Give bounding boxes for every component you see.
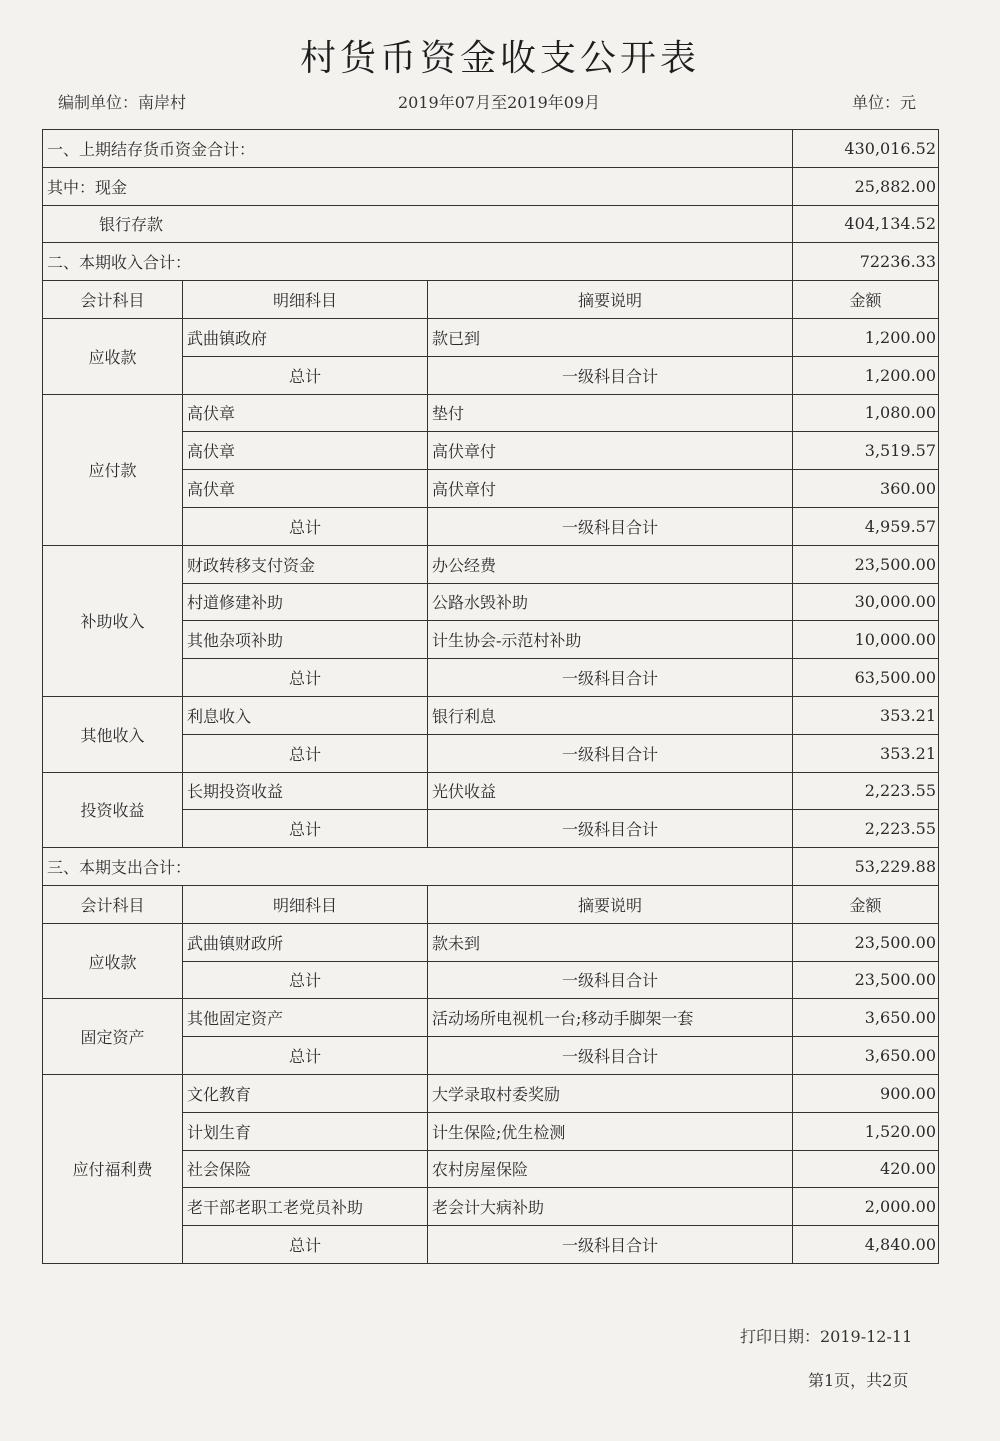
- group-total-label: 总计: [183, 659, 428, 697]
- group-total-label: 总计: [183, 1226, 428, 1264]
- group-total-amount: 4,840.00: [793, 1226, 939, 1264]
- bank-amount: 404,134.52: [793, 205, 939, 243]
- expense-total-label: 三、本期支出合计：: [43, 848, 793, 886]
- summary-note: 高伏章付: [428, 470, 793, 508]
- expense-header-account: 会计科目: [43, 885, 183, 923]
- summary-note: 计生协会-示范村补助: [428, 621, 793, 659]
- carry-over-label: 一、上期结存货币资金合计：: [43, 130, 793, 168]
- detail-subject: 计划生育: [183, 1112, 428, 1150]
- group-total-note: 一级科目合计: [428, 659, 793, 697]
- detail-subject: 高伏章: [183, 432, 428, 470]
- group-total-note: 一级科目合计: [428, 1037, 793, 1075]
- account-subject: 投资收益: [43, 772, 183, 848]
- detail-subject: 其他杂项补助: [183, 621, 428, 659]
- currency-label: 单位：元: [852, 93, 917, 112]
- expense-total-amount: 53,229.88: [793, 848, 939, 886]
- amount-cell: 2,000.00: [793, 1188, 939, 1226]
- summary-note: 老会计大病补助: [428, 1188, 793, 1226]
- detail-subject: 文化教育: [183, 1074, 428, 1112]
- carry-over-amount: 430,016.52: [793, 130, 939, 168]
- group-total-note: 一级科目合计: [428, 810, 793, 848]
- detail-subject: 财政转移支付资金: [183, 545, 428, 583]
- group-total-amount: 2,223.55: [793, 810, 939, 848]
- cash-statement-table: [42, 129, 939, 1264]
- summary-note: 垫付: [428, 394, 793, 432]
- amount-cell: 3,650.00: [793, 999, 939, 1037]
- summary-note: 银行利息: [428, 696, 793, 734]
- amount-cell: 353.21: [793, 696, 939, 734]
- unit-label: 编制单位：南岸村: [58, 93, 187, 112]
- amount-cell: 1,200.00: [793, 318, 939, 356]
- group-total-note: 一级科目合计: [428, 1226, 793, 1264]
- bank-label: 银行存款: [43, 205, 793, 243]
- group-total-amount: 4,959.57: [793, 507, 939, 545]
- summary-note: 光伏收益: [428, 772, 793, 810]
- amount-cell: 2,223.55: [793, 772, 939, 810]
- group-total-amount: 63,500.00: [793, 659, 939, 697]
- summary-note: 大学录取村委奖励: [428, 1074, 793, 1112]
- document-title: 村货币资金收支公开表: [299, 38, 700, 79]
- income-total-amount: 72236.33: [793, 243, 939, 281]
- detail-subject: 村道修建补助: [183, 583, 428, 621]
- period-label: 2019年07月至2019年09月: [398, 93, 601, 112]
- summary-note: 高伏章付: [428, 432, 793, 470]
- group-total-label: 总计: [183, 810, 428, 848]
- account-subject: 应收款: [43, 318, 183, 394]
- group-total-label: 总计: [183, 356, 428, 394]
- income-header-amount: 金额: [793, 281, 939, 319]
- summary-note: 款未到: [428, 923, 793, 961]
- detail-subject: 高伏章: [183, 470, 428, 508]
- expense-header-note: 摘要说明: [428, 885, 793, 923]
- account-subject: 补助收入: [43, 545, 183, 696]
- amount-cell: 1,520.00: [793, 1112, 939, 1150]
- print-date: 打印日期：2019-12-11: [740, 1327, 913, 1346]
- cash-amount: 25,882.00: [793, 167, 939, 205]
- amount-cell: 1,080.00: [793, 394, 939, 432]
- amount-cell: 360.00: [793, 470, 939, 508]
- expense-header-amount: 金额: [793, 885, 939, 923]
- group-total-label: 总计: [183, 734, 428, 772]
- income-header-note: 摘要说明: [428, 281, 793, 319]
- account-subject: 应收款: [43, 923, 183, 999]
- group-total-note: 一级科目合计: [428, 507, 793, 545]
- detail-subject: 武曲镇财政所: [183, 923, 428, 961]
- cash-label: 其中：现金: [43, 167, 793, 205]
- amount-cell: 30,000.00: [793, 583, 939, 621]
- summary-note: 农村房屋保险: [428, 1150, 793, 1188]
- account-subject: 应付款: [43, 394, 183, 545]
- group-total-amount: 23,500.00: [793, 961, 939, 999]
- amount-cell: 3,519.57: [793, 432, 939, 470]
- income-header-detail: 明细科目: [183, 281, 428, 319]
- summary-note: 活动场所电视机一台;移动手脚架一套: [428, 999, 793, 1037]
- summary-note: 公路水毁补助: [428, 583, 793, 621]
- group-total-note: 一级科目合计: [428, 961, 793, 999]
- page-number: 第1页，共2页: [808, 1371, 909, 1390]
- amount-cell: 10,000.00: [793, 621, 939, 659]
- summary-note: 办公经费: [428, 545, 793, 583]
- detail-subject: 利息收入: [183, 696, 428, 734]
- expense-header-detail: 明细科目: [183, 885, 428, 923]
- amount-cell: 420.00: [793, 1150, 939, 1188]
- account-subject: 应付福利费: [43, 1074, 183, 1263]
- amount-cell: 23,500.00: [793, 923, 939, 961]
- income-total-label: 二、本期收入合计：: [43, 243, 793, 281]
- group-total-amount: 3,650.00: [793, 1037, 939, 1075]
- amount-cell: 23,500.00: [793, 545, 939, 583]
- group-total-amount: 353.21: [793, 734, 939, 772]
- summary-note: 计生保险;优生检测: [428, 1112, 793, 1150]
- group-total-note: 一级科目合计: [428, 356, 793, 394]
- group-total-label: 总计: [183, 507, 428, 545]
- group-total-label: 总计: [183, 961, 428, 999]
- summary-note: 款已到: [428, 318, 793, 356]
- detail-subject: 高伏章: [183, 394, 428, 432]
- group-total-amount: 1,200.00: [793, 356, 939, 394]
- detail-subject: 武曲镇政府: [183, 318, 428, 356]
- group-total-label: 总计: [183, 1037, 428, 1075]
- detail-subject: 老干部老职工老党员补助: [183, 1188, 428, 1226]
- account-subject: 其他收入: [43, 696, 183, 772]
- detail-subject: 社会保险: [183, 1150, 428, 1188]
- detail-subject: 长期投资收益: [183, 772, 428, 810]
- detail-subject: 其他固定资产: [183, 999, 428, 1037]
- account-subject: 固定资产: [43, 999, 183, 1075]
- amount-cell: 900.00: [793, 1074, 939, 1112]
- group-total-note: 一级科目合计: [428, 734, 793, 772]
- income-header-account: 会计科目: [43, 281, 183, 319]
